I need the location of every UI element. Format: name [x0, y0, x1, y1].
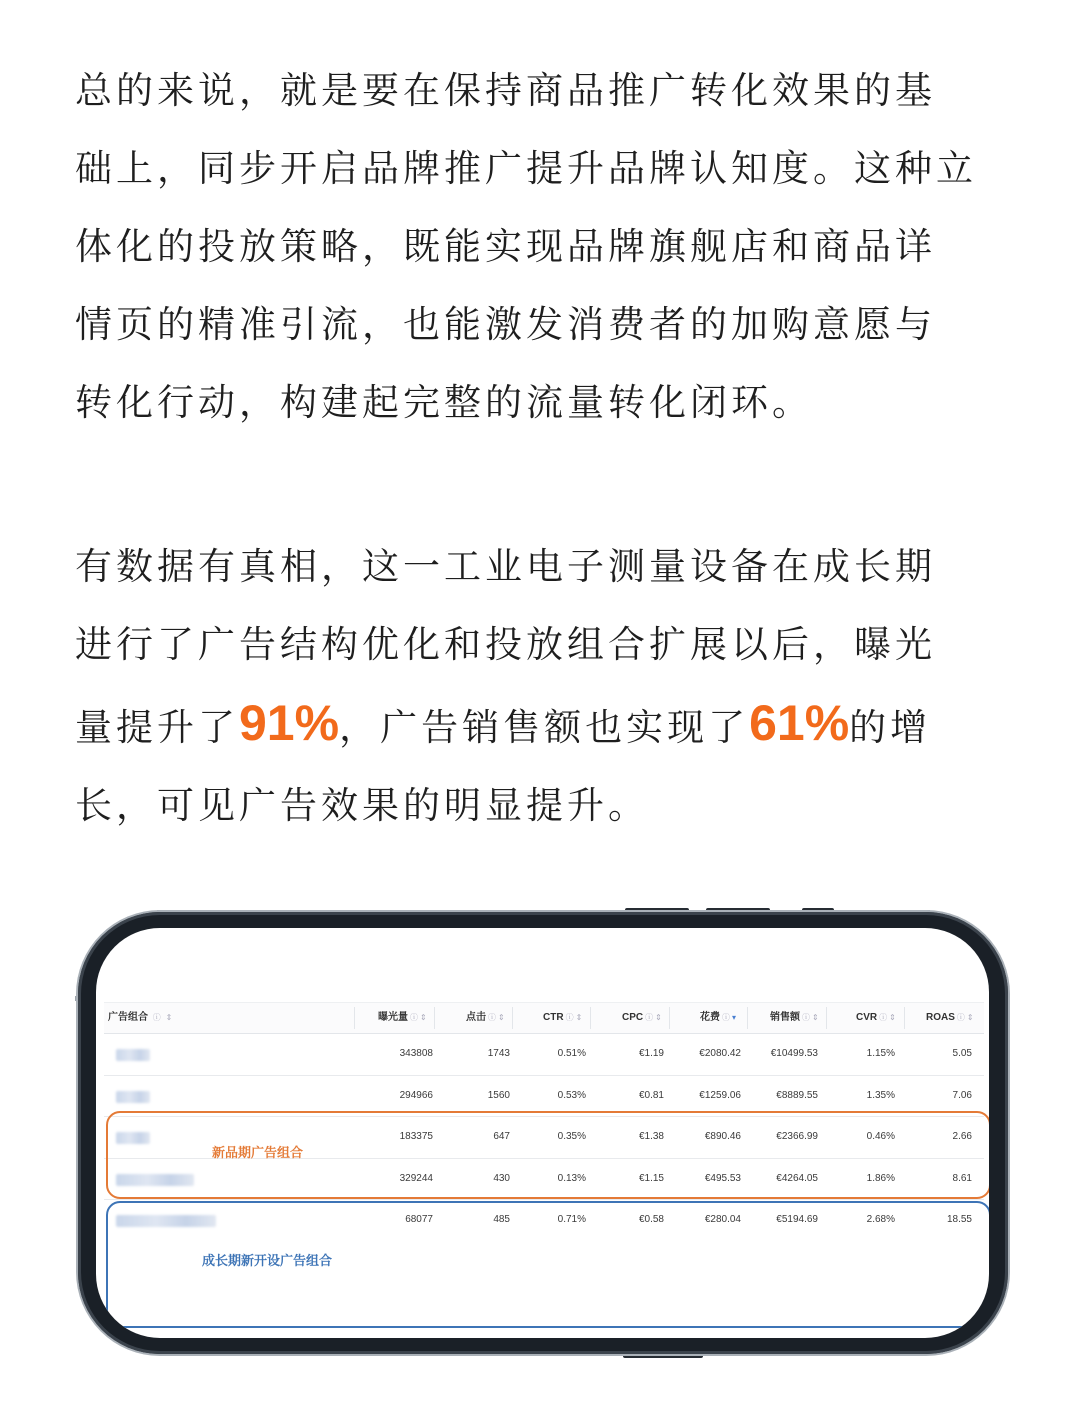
- cell-cvr: 1.35%: [866, 1089, 895, 1101]
- table-header: [104, 1002, 984, 1034]
- sort-icon: ⇕: [420, 1013, 427, 1022]
- cell-ctr: 0.13%: [557, 1172, 586, 1184]
- cell-spend: €280.04: [704, 1214, 741, 1225]
- info-icon: ⓘ: [802, 1013, 810, 1022]
- cell-ctr: 0.53%: [557, 1089, 586, 1101]
- cell-spend: €1259.06: [699, 1089, 741, 1101]
- sort-icon: ⇕: [889, 1013, 896, 1022]
- header-label: 广告组合: [108, 1012, 148, 1023]
- header-label: 花费: [700, 1012, 720, 1023]
- text-segment: 量提升了: [75, 706, 239, 749]
- header-roas[interactable]: [926, 1003, 974, 1033]
- sort-icon: ⇕: [655, 1013, 662, 1022]
- cell-sales: €5194.69: [776, 1214, 818, 1225]
- column-divider: [434, 1007, 435, 1029]
- paragraph-line: 进行了广告结构优化和投放组合扩展以后，曝光: [75, 623, 936, 666]
- column-divider: [904, 1007, 905, 1029]
- header-label: CPC: [622, 1012, 644, 1023]
- cell-sales: €4264.05: [776, 1172, 818, 1184]
- new-product-group-label: 新品期广告组合: [212, 1145, 304, 1160]
- info-icon: ⓘ: [152, 1013, 161, 1022]
- sorted-desc-icon: ▾: [732, 1013, 737, 1022]
- cell-cvr: 0.46%: [866, 1131, 895, 1142]
- text-segment: 的增: [849, 706, 932, 749]
- cell-cvr: 1.15%: [866, 1048, 895, 1059]
- cell-sales: €10499.53: [770, 1048, 818, 1059]
- sort-icon: ⇕: [165, 1013, 173, 1022]
- cell-spend: €2080.42: [699, 1048, 741, 1059]
- header-label: CVR: [856, 1012, 878, 1023]
- header-spend[interactable]: [700, 1003, 736, 1033]
- cell-ctr: 0.51%: [557, 1048, 586, 1059]
- cell-impressions: 294966: [399, 1089, 433, 1101]
- column-divider: [826, 1007, 827, 1029]
- cell-clicks: 647: [493, 1131, 510, 1142]
- cell-clicks: 1743: [487, 1048, 510, 1059]
- info-icon: ⓘ: [879, 1013, 888, 1022]
- column-divider: [590, 1007, 591, 1029]
- cell-impressions: 343808: [399, 1048, 433, 1059]
- column-divider: [354, 1007, 355, 1029]
- header-label: CTR: [543, 1012, 564, 1023]
- cell-clicks: 430: [493, 1172, 510, 1184]
- cell-cpc: €1.15: [638, 1172, 664, 1184]
- phone-screen: [96, 928, 989, 1338]
- column-divider: [669, 1007, 670, 1029]
- cell-clicks: 485: [493, 1214, 510, 1225]
- sort-icon: ⇕: [575, 1013, 583, 1022]
- info-icon: ⓘ: [722, 1013, 730, 1022]
- cell-roas: 18.55: [946, 1214, 972, 1225]
- paragraph-line: [75, 684, 1010, 767]
- column-divider: [512, 1007, 513, 1029]
- table-row[interactable]: [104, 1034, 984, 1076]
- info-icon: ⓘ: [488, 1013, 496, 1022]
- info-icon: ⓘ: [410, 1013, 418, 1022]
- cell-cpc: €0.58: [638, 1214, 664, 1225]
- header-label: ROAS: [926, 1012, 955, 1023]
- cell-impressions: 329244: [399, 1172, 433, 1184]
- cell-cvr: 1.86%: [866, 1172, 895, 1184]
- cell-roas: 7.06: [952, 1089, 972, 1101]
- header-impressions[interactable]: [378, 1003, 427, 1033]
- paragraph-line: 长，可见广告效果的明显提升。: [75, 784, 649, 827]
- header-ctr[interactable]: [543, 1003, 582, 1033]
- info-icon: ⓘ: [956, 1013, 965, 1022]
- info-icon: ⓘ: [565, 1013, 574, 1022]
- cell-roas: 5.05: [952, 1048, 972, 1059]
- cell-sales: €2366.99: [776, 1131, 818, 1142]
- header-clicks[interactable]: [466, 1003, 505, 1033]
- paragraph-results: [75, 528, 1010, 845]
- cell-impressions: 68077: [405, 1214, 433, 1225]
- growth-group-label: 成长期新开设广告组合: [202, 1253, 333, 1268]
- sales-growth-highlight: 61%: [749, 695, 850, 751]
- paragraph-line: 础上，同步开启品牌推广提升品牌认知度。这种立: [75, 147, 977, 190]
- info-icon: ⓘ: [645, 1013, 654, 1022]
- header-label: 销售额: [770, 1012, 800, 1023]
- header-cpc[interactable]: [622, 1003, 662, 1033]
- column-divider: [747, 1007, 748, 1029]
- header-label: 点击: [466, 1012, 486, 1023]
- cell-roas: 8.61: [952, 1172, 972, 1184]
- header-sales[interactable]: [770, 1003, 819, 1033]
- paragraph-line: 有数据有真相，这一工业电子测量设备在成长期: [75, 545, 936, 588]
- cell-cpc: €1.38: [638, 1131, 664, 1142]
- cell-ctr: 0.35%: [557, 1131, 586, 1142]
- cell-clicks: 1560: [487, 1089, 510, 1101]
- paragraph-line: 总的来说，就是要在保持商品推广转化效果的基: [75, 69, 936, 112]
- cell-ctr: 0.71%: [557, 1214, 586, 1225]
- impressions-growth-highlight: 91%: [239, 695, 340, 751]
- paragraph-line: 情页的精准引流，也能激发消费者的加购意愿与: [75, 303, 936, 346]
- cell-cvr: 2.68%: [866, 1214, 895, 1225]
- ad-campaign-table: [104, 1002, 984, 1268]
- cell-spend: €495.53: [704, 1172, 741, 1184]
- header-cvr[interactable]: [856, 1003, 896, 1033]
- cell-impressions: 183375: [399, 1131, 433, 1142]
- cell-spend: €890.46: [704, 1131, 741, 1142]
- campaign-name-redacted[interactable]: [116, 1049, 150, 1061]
- sort-icon: ⇕: [966, 1013, 974, 1022]
- cell-roas: 2.66: [952, 1131, 972, 1142]
- header-group[interactable]: [108, 1003, 172, 1033]
- paragraph-line: 转化行动，构建起完整的流量转化闭环。: [75, 381, 813, 424]
- text-segment: ，广告销售额也实现了: [339, 706, 750, 749]
- sort-icon: ⇕: [812, 1013, 819, 1022]
- paragraph-line: 体化的投放策略，既能实现品牌旗舰店和商品详: [75, 225, 936, 268]
- paragraph-summary: [75, 52, 1010, 442]
- cell-sales: €8889.55: [776, 1089, 818, 1101]
- campaign-name-redacted[interactable]: [116, 1091, 150, 1103]
- sort-icon: ⇕: [498, 1013, 505, 1022]
- header-label: 曝光量: [378, 1012, 408, 1023]
- cell-cpc: €1.19: [638, 1048, 664, 1059]
- cell-cpc: €0.81: [638, 1089, 664, 1101]
